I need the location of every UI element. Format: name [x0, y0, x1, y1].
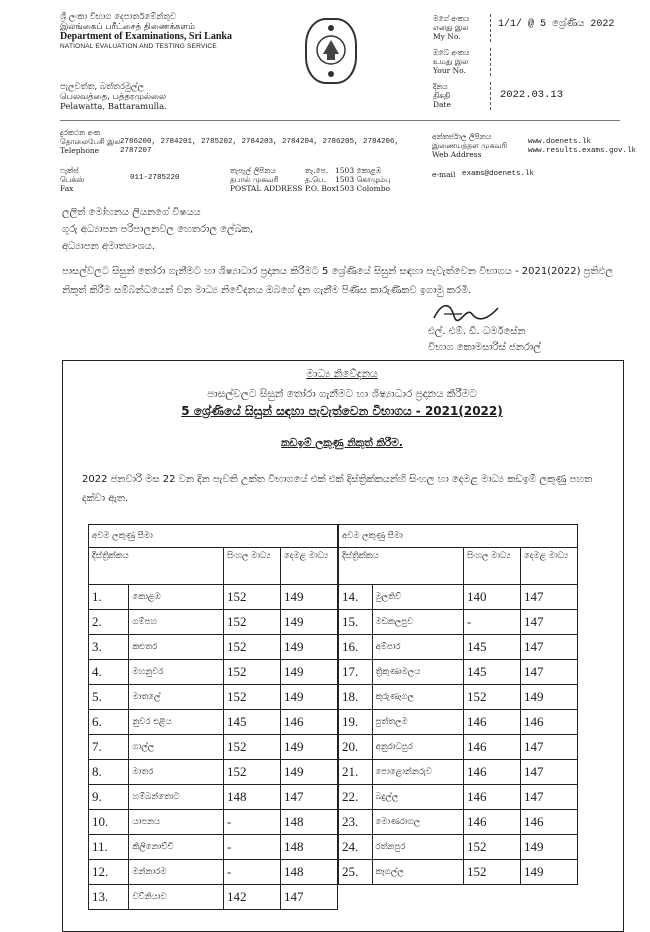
row-number: 22. [339, 785, 373, 810]
district-name: කෑගල්ල [372, 860, 463, 885]
email-label: e-mail [432, 170, 456, 179]
tamil-cutoff: 147 [521, 660, 578, 685]
table-right-head: අවම ලකුණු සීමා [339, 525, 578, 548]
sinhala-cutoff: - [224, 810, 281, 835]
cutoff-table-left [88, 524, 338, 910]
table-left-head: අවම ලකුණු සීමා [89, 525, 338, 548]
letterhead-block [60, 12, 280, 52]
table-row [339, 585, 578, 610]
row-number: 23. [339, 810, 373, 835]
sinhala-cutoff: 145 [224, 710, 281, 735]
header-rule [60, 120, 620, 121]
row-number: 11. [89, 835, 129, 860]
sinhala-cutoff: 152 [464, 835, 521, 860]
table-row [339, 735, 578, 760]
row-number: 12. [89, 860, 129, 885]
fax-number: 011-2785220 [130, 174, 180, 182]
national-emblem-icon [305, 18, 357, 84]
row-number: 13. [89, 885, 129, 910]
table-row [339, 760, 578, 785]
row-number: 21. [339, 760, 373, 785]
district-name: අනුරාධපුර [372, 735, 463, 760]
tamil-cutoff: 147 [521, 635, 578, 660]
district-name: මුලතිව් [372, 585, 463, 610]
notice-heading-1: පාසල්වලට සිසුන් තෝරා ගැනීමට හා ශිෂ්‍යාධාර ප්‍රදානය කිරීමට [207, 388, 477, 400]
tamil-cutoff: 147 [521, 735, 578, 760]
district-name: නුවර එළිය [129, 710, 224, 735]
district-name: ගම්පහ [129, 610, 224, 635]
pobox-value: 1503 කොළඹ 1503 கொழும்பு 1503 Colombo [335, 166, 391, 193]
table-row [339, 835, 578, 860]
dept-name-tamil: இலங்கைப் பரீட்சைத் திணைக்களம் [60, 22, 195, 32]
address-block [60, 82, 280, 112]
sinhala-cutoff: 146 [464, 785, 521, 810]
dept-unit: NATIONAL EVALUATION AND TESTING SERVICE [60, 43, 217, 50]
district-name: බදුල්ල [372, 785, 463, 810]
sinhala-cutoff: 152 [224, 635, 281, 660]
row-number: 18. [339, 685, 373, 710]
table-row [89, 885, 338, 910]
col-district: දිස්ත්‍රික්කය [89, 548, 224, 585]
divider [490, 14, 491, 42]
row-number: 4. [89, 660, 129, 685]
web-address: www.doenets.lk www.results.exams.gov.lk [528, 138, 637, 155]
your-no-label: ඔබේ අංකය உமது இல Your No. [433, 48, 470, 75]
sinhala-cutoff: 146 [464, 710, 521, 735]
recipient-block: ලලිත් මෝහනය ලියනගේ විෂයය ගුරු අධ්‍යාපන පරිපාලනවල හෙතරාල ලේඛක, අධ්‍යාපන අමාත්‍යාංශය. [62, 207, 254, 252]
district-name: අම්පාර [372, 635, 463, 660]
tamil-cutoff: 147 [281, 785, 338, 810]
divider [490, 48, 491, 76]
sinhala-cutoff: 152 [464, 685, 521, 710]
district-name: ගාල්ල [129, 735, 224, 760]
table-row [89, 660, 338, 685]
cutoff-table-right [338, 524, 578, 885]
email-address: exams@doenets.lk [462, 170, 535, 178]
district-name: යාපනය [129, 810, 224, 835]
pobox-label: තැ.පෙ. த.பெ. P.O. Box [305, 166, 336, 193]
row-number: 15. [339, 610, 373, 635]
signature [432, 300, 502, 326]
address-sinhala: පැලවත්ත, බත්තරමුල්ල [60, 82, 145, 92]
table-row [89, 610, 338, 635]
tamil-cutoff: 149 [281, 660, 338, 685]
sinhala-cutoff: 146 [464, 760, 521, 785]
signatory-block: එල්. එම්. ඩී. ධර්මසේන විභාග කොමසාරිස් ජනරාල් [428, 326, 541, 353]
sinhala-cutoff: 146 [464, 735, 521, 760]
tamil-cutoff: 149 [281, 585, 338, 610]
postal-label: තැපැල් ලිපිනය தபால் முகவரி POSTAL ADDRESS [230, 166, 303, 193]
sinhala-cutoff: 142 [224, 885, 281, 910]
my-no-label: මගේ අංකය எனது இல My No. [433, 14, 470, 41]
tamil-cutoff: 149 [521, 685, 578, 710]
district-name: මඩකලපුව [372, 610, 463, 635]
tamil-cutoff: 147 [521, 610, 578, 635]
notice-subtitle: කඩඉම් ලකුණු නිකුත් කිරීම. [281, 437, 403, 449]
district-name: රත්නපුර [372, 835, 463, 860]
row-number: 1. [89, 585, 129, 610]
sinhala-cutoff: - [464, 610, 521, 635]
tamil-cutoff: 146 [521, 710, 578, 735]
tamil-cutoff: 149 [521, 835, 578, 860]
notice-title: මාධ්‍ය නිවේදනය [306, 368, 378, 380]
tamil-cutoff: 149 [281, 735, 338, 760]
table-row [89, 735, 338, 760]
table-row [339, 660, 578, 685]
col-sinhala: සිංහල මාධ්‍ය [224, 548, 281, 585]
tamil-cutoff: 149 [281, 685, 338, 710]
table-row [89, 785, 338, 810]
row-number: 9. [89, 785, 129, 810]
table-row [339, 860, 578, 885]
district-name: කොළඹ [129, 585, 224, 610]
row-number: 14. [339, 585, 373, 610]
letter-body: පාසල්වලට සිසුන් තෝරා ගැනීමට හා ශිෂ්‍යාධාර ප්‍රදානය කිරීමට 5 ශ්‍රේණියේ සිසුන් සඳහා පැවැත්වෙන විභාගය - 2021(2022) ප්‍රතිඵල නිකුත් කිරීම සම්බන්ධයෙන් වන මාධ්‍ය නිවේදනය ඔබගේ දැන ගැනීම පිණිස කාරුණිකව ඉගාමු කරමි. [62, 266, 613, 296]
tamil-cutoff: 146 [521, 810, 578, 835]
district-name: මාතර [129, 760, 224, 785]
sinhala-cutoff: 152 [464, 860, 521, 885]
row-number: 19. [339, 710, 373, 735]
district-name: පුත්තලම [372, 710, 463, 735]
sinhala-cutoff: 152 [224, 685, 281, 710]
district-name: මහනුවර [129, 660, 224, 685]
sinhala-cutoff: 146 [464, 810, 521, 835]
notice-heading-2: 5 ශ්‍රේණියේ සිසුන් සඳහා පැවැත්වෙන විභාගය - 2021(2022) [181, 404, 503, 418]
table-row [89, 835, 338, 860]
table-row [89, 635, 338, 660]
row-number: 7. [89, 735, 129, 760]
divider [490, 82, 491, 110]
date-label: දිනය திகதி Date [433, 82, 451, 109]
sinhala-cutoff: 140 [464, 585, 521, 610]
district-name: මන්නාරම [129, 860, 224, 885]
table-row [339, 610, 578, 635]
district-name: හම්බන්තොට [129, 785, 224, 810]
tamil-cutoff: 147 [521, 760, 578, 785]
table-row [89, 585, 338, 610]
col-tamil: දෙමළ මාධ්‍ය [521, 548, 578, 585]
tamil-cutoff: 148 [281, 835, 338, 860]
row-number: 3. [89, 635, 129, 660]
col-tamil: දෙමළ මාධ්‍ය [281, 548, 338, 585]
district-name: මාතලේ [129, 685, 224, 710]
sinhala-cutoff: 148 [224, 785, 281, 810]
fax-label: ෆැක්ස් பெக்ஸ் Fax [60, 166, 85, 193]
sinhala-cutoff: 152 [224, 585, 281, 610]
tamil-cutoff: 149 [281, 610, 338, 635]
row-number: 10. [89, 810, 129, 835]
sinhala-cutoff: 152 [224, 660, 281, 685]
table-row [89, 760, 338, 785]
sinhala-cutoff: 145 [464, 660, 521, 685]
notice-paragraph: 2022 ජනවාරි මස 22 වන දින පැවති උක්ත විභාගයේ එක් එක් දිස්ත්‍රික්කයන්හි සිංහල හා දෙමළ මාධ්‍ය කඩඉම් ලකුණු පහත දක්වා ඇත. [82, 474, 593, 504]
row-number: 20. [339, 735, 373, 760]
web-label: අන්තර්ජාල ලිපිනය இணையத்தள முகவரி Web Address [432, 132, 507, 159]
district-name: කිලිනොච්චි [129, 835, 224, 860]
row-number: 2. [89, 610, 129, 635]
row-number: 17. [339, 660, 373, 685]
tamil-cutoff: 147 [281, 885, 338, 910]
address-tamil: பெலவத்தை, பத்தரமுல்லை [60, 92, 167, 102]
dept-name-english: Department of Examinations, Sri Lanka [60, 31, 232, 42]
telephone-label: දුරකථන අංක தொலைபேசி இல Telephone [60, 128, 121, 155]
district-name: ත්‍රිකුණාමලය [372, 660, 463, 685]
col-district: දිස්ත්‍රික්කය [339, 548, 464, 585]
tamil-cutoff: 147 [521, 585, 578, 610]
tamil-cutoff: 149 [281, 760, 338, 785]
table-row [89, 810, 338, 835]
tamil-cutoff: 148 [281, 810, 338, 835]
table-row [339, 710, 578, 735]
table-row [339, 785, 578, 810]
table-row [89, 710, 338, 735]
sinhala-cutoff: 152 [224, 610, 281, 635]
table-row [89, 685, 338, 710]
row-number: 6. [89, 710, 129, 735]
table-row [339, 685, 578, 710]
district-name: වව්නියාව [129, 885, 224, 910]
district-name: කුරුණෑගල [372, 685, 463, 710]
sinhala-cutoff: - [224, 835, 281, 860]
district-name: මොණරාගල [372, 810, 463, 835]
tamil-cutoff: 149 [521, 860, 578, 885]
col-sinhala: සිංහල මාධ්‍ය [464, 548, 521, 585]
sinhala-cutoff: 152 [224, 735, 281, 760]
district-name: පොළොන්නරුව [372, 760, 463, 785]
tamil-cutoff: 148 [281, 860, 338, 885]
my-no-value: 1/1/ @ 5 ශ්‍රේණිය 2022 [498, 19, 615, 30]
sinhala-cutoff: - [224, 860, 281, 885]
tamil-cutoff: 149 [281, 635, 338, 660]
tamil-cutoff: 146 [281, 710, 338, 735]
row-number: 8. [89, 760, 129, 785]
tamil-cutoff: 147 [521, 785, 578, 810]
table-row [89, 860, 338, 885]
table-row [339, 810, 578, 835]
row-number: 24. [339, 835, 373, 860]
table-row [339, 635, 578, 660]
address-english: Pelawatta, Battaramulla. [60, 102, 167, 112]
dept-name-sinhala: ශ්‍රී ලංකා විභාග දෙපාර්තමේන්තුව [60, 12, 177, 22]
row-number: 16. [339, 635, 373, 660]
sinhala-cutoff: 145 [464, 635, 521, 660]
row-number: 25. [339, 860, 373, 885]
date-value: 2022.03.13 [500, 89, 564, 101]
telephone-numbers: 2786200, 2784201, 2785202, 2784203, 2784204, 2786205, 2784206, 2787207 [120, 138, 400, 155]
district-name: කළුතර [129, 635, 224, 660]
row-number: 5. [89, 685, 129, 710]
sinhala-cutoff: 152 [224, 760, 281, 785]
